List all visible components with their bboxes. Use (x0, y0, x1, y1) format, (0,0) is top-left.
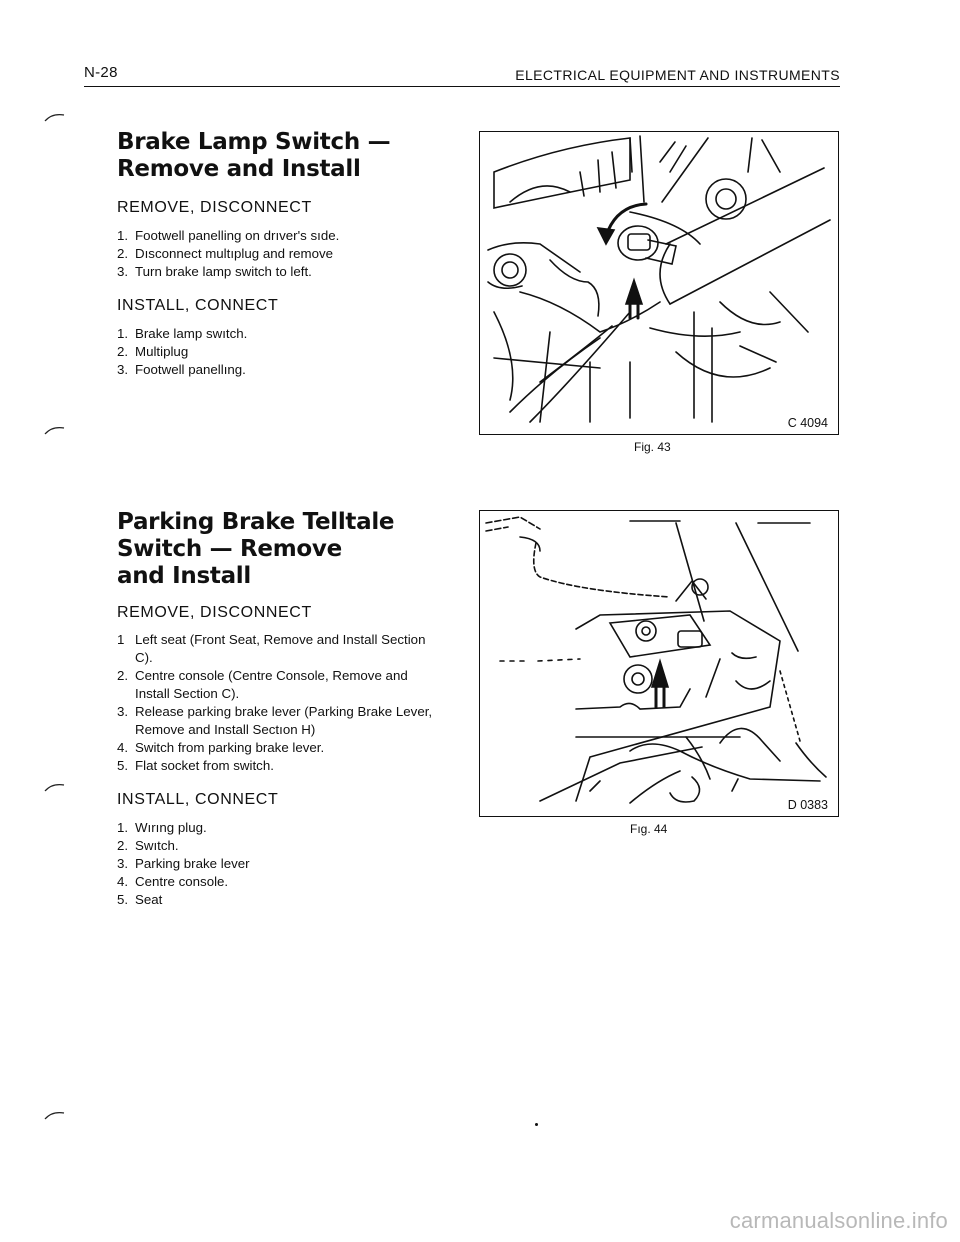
remove-heading: REMOVE, DISCONNECT (117, 604, 312, 621)
install-steps (117, 325, 447, 379)
install-heading: INSTALL, CONNECT (117, 297, 279, 314)
install-heading: INSTALL, CONNECT (117, 791, 279, 808)
list-item: 1. Wırıng plug. (117, 820, 207, 835)
figure-caption: Fig. 43 (634, 440, 671, 454)
section-heading: ELECTRICAL EQUIPMENT AND INSTRUMENTS (515, 67, 840, 83)
section-title: Parking Brake Telltale Switch — Remove and Install (117, 509, 395, 589)
list-item: 4. Switch from parking brake lever. (117, 740, 325, 755)
remove-steps (117, 631, 437, 775)
margin-mark (44, 782, 66, 792)
figure-code: C 4094 (787, 416, 828, 430)
remove-heading: REMOVE, DISCONNECT (117, 199, 312, 216)
remove-steps (117, 227, 447, 281)
section-brake-lamp-switch (117, 129, 447, 379)
margin-mark (44, 425, 66, 435)
install-steps (117, 819, 447, 909)
figure-43 (479, 131, 839, 435)
list-item: 4. Centre console. (117, 874, 229, 889)
list-item: 2. Dısconnect multıplug and remove (117, 246, 334, 261)
margin-mark (44, 112, 66, 122)
margin-mark (44, 1110, 66, 1120)
figure-44 (479, 510, 839, 817)
list-item: 3. Parking brake lever (117, 856, 250, 871)
figure-code: D 0383 (787, 798, 828, 812)
watermark: carmanualsonline.info (729, 1208, 948, 1233)
list-item: 2. Multiplug (117, 344, 189, 359)
list-item: 3. Release parking brake lever (Parking Brake Lever, Remove and Install Sectıon H) (117, 704, 433, 737)
list-item: 2. Centre console (Centre Console, Remove and Install Section C). (117, 668, 408, 701)
parking-brake-switch-illustration (480, 511, 838, 816)
list-item: 5. Flat socket from switch. (117, 758, 274, 773)
page-header (84, 64, 840, 87)
brake-lamp-switch-illustration (480, 132, 838, 434)
section-parking-brake-switch (117, 509, 447, 909)
speck-dot (535, 1123, 538, 1126)
list-item: 1. Footwell panelling on drıver's sıde. (117, 228, 340, 243)
page-number: N-28 (84, 64, 118, 81)
section-title: Brake Lamp Switch — Remove and Install (117, 129, 391, 182)
list-item: 1. Brake lamp swıtch. (117, 326, 248, 341)
list-item: 5. Seat (117, 892, 163, 907)
figure-caption: Fıg. 44 (630, 822, 668, 836)
list-item: 2. Swıtch. (117, 838, 179, 853)
list-item: 3. Footwell panellıng. (117, 362, 246, 377)
list-item: 1 Left seat (Front Seat, Remove and Install Section C). (117, 632, 426, 665)
list-item: 3. Turn brake lamp switch to left. (117, 264, 312, 279)
